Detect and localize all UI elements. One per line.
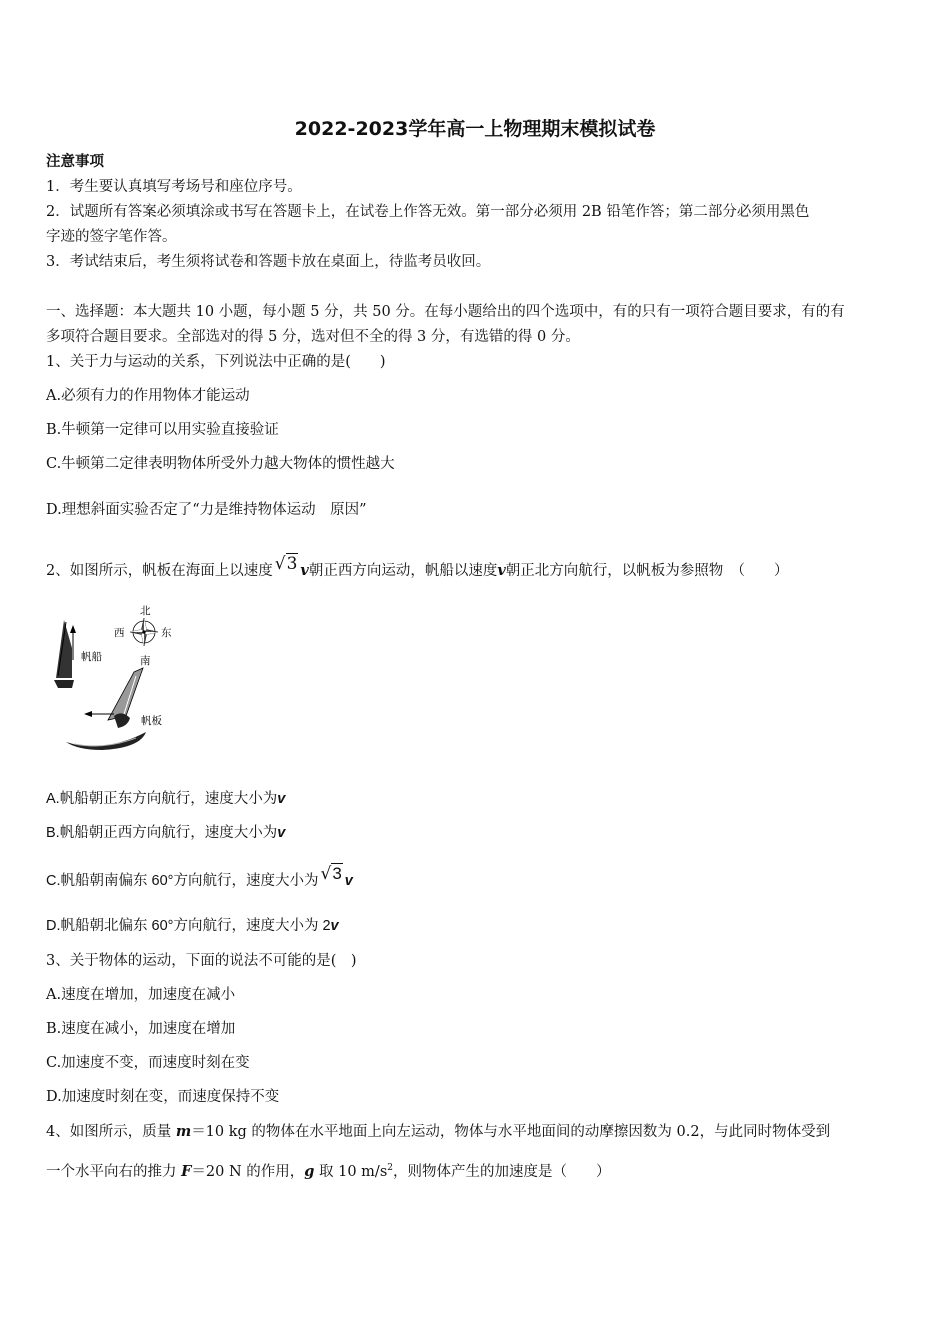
q3-option-b: B.速度在减小，加速度在增加 — [46, 1021, 236, 1037]
q2-option-c: C.帆船朝南偏东 60°方向航行，速度大小为 √3 v — [46, 864, 353, 889]
var-v: v — [277, 791, 286, 807]
var-g: g — [304, 1162, 315, 1180]
west-arrow-icon — [84, 711, 114, 717]
notice-item-1: 1．考生要认真填写考场号和座位序号。 — [46, 179, 302, 195]
q3-option-d: D.加速度时刻在变，而速度保持不变 — [46, 1089, 280, 1105]
notice-item-2: 2．试题所有答案必须填涂或书写在答题卡上，在试卷上作答无效。第一部分必须用 2B 铅笔作答；第二部分必须用黑色 — [46, 204, 810, 220]
q2-stem-part2: 朝正西方向运动，帆船以速度 — [308, 563, 498, 579]
q3-option-a: A.速度在增加，加速度在减小 — [46, 987, 236, 1003]
q1-option-b: B.牛顿第一定律可以用实验直接验证 — [46, 422, 279, 438]
compass-east: 东 — [161, 627, 172, 639]
compass-north: 北 — [140, 605, 151, 617]
unit-exponent: 2 — [387, 1163, 393, 1173]
sqrt3-symbol: √3 — [320, 864, 342, 884]
page-title: 2022-2023学年高一上物理期末模拟试卷 — [294, 118, 656, 140]
compass-west: 西 — [114, 627, 125, 639]
section-instructions-line2: 多项符合题目要求。全部选对的得 5 分，选对但不全的得 3 分，有选错的得 0 分。 — [46, 329, 580, 345]
var-v: v — [330, 918, 339, 934]
sailboat-windsurf-diagram — [44, 598, 194, 758]
q3-stem: 3、关于物体的运动，下面的说法不可能的是( ) — [46, 953, 357, 969]
sailboat-icon — [54, 620, 74, 688]
var-m: m — [175, 1123, 192, 1140]
notice-heading: 注意事项 — [46, 153, 104, 170]
var-v: v — [344, 873, 353, 889]
q1-stem: 1、关于力与运动的关系，下列说法中正确的是( ) — [46, 354, 386, 370]
q1-option-d: D.理想斜面实验否定了“力是维持物体运动 原因” — [46, 502, 367, 518]
notice-item-2-cont: 字迹的签字笔作答。 — [46, 229, 177, 245]
section-instructions-line1: 一、选择题：本大题共 10 小题，每小题 5 分，共 50 分。在每小题给出的四个选项中，有的只有一项符合题目要求，有的有 — [46, 304, 845, 320]
q1-option-c: C.牛顿第二定律表明物体所受外力越大物体的惯性越大 — [46, 456, 395, 472]
q2-option-a: A.帆船朝正东方向航行，速度大小为v — [46, 791, 286, 807]
q1-option-a: A.必须有力的作用物体才能运动 — [46, 388, 250, 404]
q2-stem-part3: 朝正北方向航行，以帆板为参照物 （ ） — [505, 563, 789, 579]
q4-stem-line1: 4、如图所示，质量 m＝10 kg 的物体在水平地面上向左运动，物体与水平地面间的动摩擦因数为 0.2，与此同时物体受到 — [46, 1123, 831, 1140]
boat-label: 帆船 — [81, 651, 102, 663]
compass-south: 南 — [140, 655, 151, 667]
var-v: v — [277, 825, 286, 841]
var-v: v — [497, 562, 506, 579]
sqrt3-symbol: √3 — [274, 554, 298, 574]
var-F: F — [181, 1162, 192, 1180]
q2-stem — [46, 554, 789, 581]
q2-stem-part1: 2、如图所示，帆板在海面上以速度 — [46, 563, 273, 579]
q2-option-d: D.帆船朝北偏东 60°方向航行，速度大小为 2v — [46, 918, 339, 934]
windsurf-board-icon — [66, 668, 146, 750]
q2-option-b: B.帆船朝正西方向航行，速度大小为v — [46, 825, 286, 841]
var-v: v — [300, 562, 309, 579]
compass-rose-icon — [130, 618, 158, 646]
notice-item-3: 3．考试结束后，考生须将试卷和答题卡放在桌面上，待监考员收回。 — [46, 254, 491, 270]
q3-option-c: C.加速度不变，而速度时刻在变 — [46, 1055, 250, 1071]
q2-figure — [44, 598, 194, 758]
board-label: 帆板 — [141, 715, 162, 727]
q4-stem-line2: 一个水平向右的推力 F＝20 N 的作用，g 取 10 $m/s^2$，则物体产生的加速度是（ ） — [46, 1162, 611, 1180]
